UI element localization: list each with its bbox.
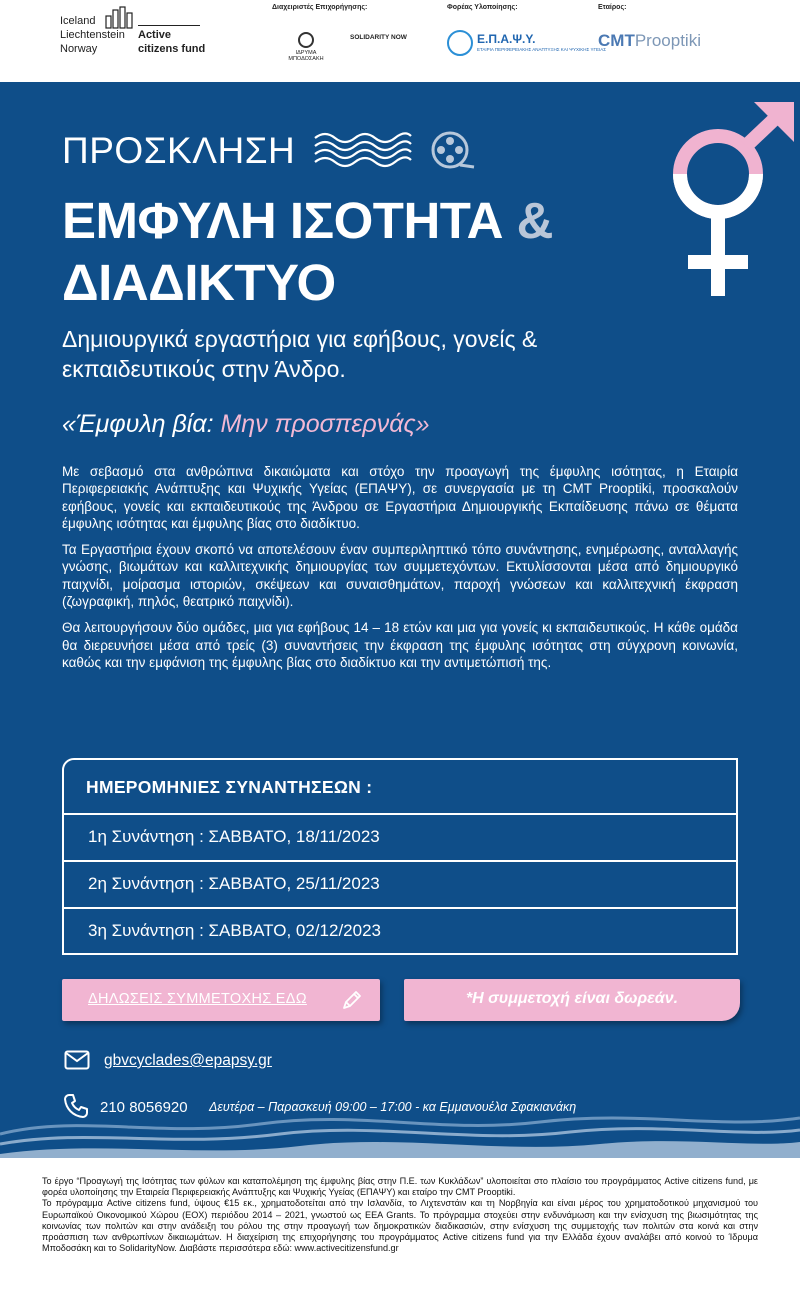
donor-iceland: Iceland	[60, 15, 96, 27]
bodossakis-emblem-icon	[298, 32, 314, 48]
free-participation-text: *Η συμμετοχή είναι δωρεάν.	[465, 990, 679, 1007]
cmt-rest: Prooptiki	[634, 31, 701, 50]
active-citizens-fund-logo	[138, 28, 205, 56]
mail-icon	[64, 1050, 90, 1070]
meeting-date-2: 2η Συνάντηση : ΣΑΒΒΑΤΟ, 25/11/2023	[88, 874, 380, 893]
meeting-date-row	[64, 860, 736, 907]
solidarity-now-logo: SOLIDARITY NOW	[350, 34, 407, 41]
free-participation-note	[404, 979, 740, 1021]
contact-hours: Δευτέρα – Παρασκευή 09:00 – 17:00 - κα Εμμανουέλα Σφακιανάκη	[209, 1100, 577, 1114]
donor-countries	[60, 14, 125, 56]
contact-phone[interactable]: 210 8056920	[100, 1099, 188, 1116]
campaign-quote	[62, 410, 430, 439]
title-ampersand: &	[516, 192, 553, 249]
invitation-kicker: ΠΡΟΣΚΛΗΣΗ	[62, 130, 296, 171]
description-paragraph-3: Θα λειτουργήσουν δύο ομάδες, μια για εφήβους 14 – 18 ετών και μια για γονείς κι εκπαιδευτικούς. Η κάθε ομάδα θα διερευνήσει μέσα από τρείς (3) συναντήσεις την έκφραση της έμφυλης ισότητας στη σύγχρονη κοινωνία, καθώς και την εμφάνιση της έμφυλης βίας στο διαδίκτυο και την αντιμετώπισή της.	[62, 620, 738, 670]
partner-logos-bar	[0, 0, 800, 82]
label-implementing-body: Φορέας Υλοποίησης:	[447, 4, 518, 11]
epapsy-name: Ε.Π.Α.Ψ.Υ.	[477, 32, 536, 46]
acf-word-1: Active	[138, 29, 172, 41]
footer-paragraph-1: Το έργο “Προαγωγή της Ισότητας των φύλων και καταπολέμηση της έμφυλης βίας στην Π.Ε. των Κυκλάδων” υλοποιείται στο πλαίσιο του προγράμματος Active citizens fund, με φορέα υλοποίησης την Εταιρεία Περιφερειακής Ανάπτυξης και Ψυχικής Υγείας (ΕΠΑΨΥ) και εταίρο την CMT Prooptiki.	[42, 1176, 758, 1198]
footer-paragraph-2: Το πρόγραμμα Active citizens fund, ύψους €15 εκ., χρηματοδοτείται από την Ισλανδία, το Λιχτενστάιν και τη Νορβηγία και είναι μέρος του χρηματοδοτικού μηχανισμού του Ευρωπαϊκού Οικονομικού Χώρου (ΕΟΧ) περιόδου 2014 – 2021, γνωστού ως EEA Grants. Το πρόγραμμα στοχεύει στην ενδυνάμωση και την ενίσχυση της βιωσιμότητας της κοινωνίας των πολιτών και στην ανάδειξη του ρόλου της στην προαγωγή των δημοκρατικών διαδικασιών, στην ενίσχυση της συμμετοχής των πολιτών στα κοινά και στην προάσπιση των ανθρωπίνων δικαιωμάτων. Η διαχείριση της επιχορήγησης του προγράμματος Active citizens fund για την Ελλάδα έχουν αναλάβει από κοινού το Ίδρυμα Μποδοσάκη και το SolidarityNow. Διαβάστε περισσότερα εδώ: www.activecitizensfund.gr	[42, 1198, 758, 1254]
description-text	[62, 463, 738, 680]
contact-email-link[interactable]: gbvcyclades@epapsy.gr	[104, 1052, 272, 1069]
cmt-bold: CMT	[598, 31, 635, 50]
register-button[interactable]	[62, 979, 380, 1021]
meeting-date-1: 1η Συνάντηση : ΣΑΒΒΑΤΟ, 18/11/2023	[88, 827, 380, 846]
title-line-2: ΔΙΑΔΙΚΤΥΟ	[62, 254, 336, 311]
quote-highlight: Μην προσπερνάς»	[220, 410, 430, 438]
logo-divider	[138, 25, 200, 26]
register-button-label[interactable]: ΔΗΛΩΣΕΙΣ ΣΥΜΜΕΤΟΧΗΣ ΕΔΩ	[88, 991, 307, 1007]
acf-word-2: citizens fund	[138, 43, 206, 55]
funding-footer	[0, 1158, 800, 1294]
cmt-prooptiki-logo	[598, 31, 701, 51]
donor-liechtenstein: Liechtenstein	[60, 29, 125, 41]
meeting-date-3: 3η Συνάντηση : ΣΑΒΒΑΤΟ, 02/12/2023	[88, 921, 381, 940]
meeting-dates-box	[62, 758, 738, 955]
footer-text	[42, 1176, 758, 1254]
meeting-date-row	[64, 813, 736, 860]
bodossakis-text: ΙΔΡΥΜΑ ΜΠΟΔΟΣΑΚΗ	[288, 50, 324, 62]
main-title	[62, 190, 553, 314]
main-content	[0, 82, 800, 1158]
quote-prefix: «Έμφυλη βία:	[62, 410, 221, 438]
meeting-date-row	[64, 907, 736, 954]
decorative-waves-icon	[0, 1104, 800, 1158]
subtitle: Δημιουργικά εργαστήρια για εφήβους, γονείς & εκπαιδευτικούς στην Άνδρο.	[62, 326, 538, 382]
meeting-dates-title: ΗΜΕΡΟΜΗΝΙΕΣ ΣΥΝΑΝΤΗΣΕΩΝ :	[86, 777, 373, 797]
film-reel-icon	[430, 128, 478, 172]
description-paragraph-1: Με σεβασμό στα ανθρώπινα δικαιώματα και στόχο την προαγωγή της έμφυλης ισότητας, η Εταιρία Περιφερειακής Ανάπτυξης και Ψυχικής Υγείας (ΕΠΑΨΥ), σε συνεργασία με τη CMT Prooptiki, προσκαλούν εφήβους, γονείς και εκπαιδευτικούς της Άνδρου σε Εργαστήρια Δημιουργικής Εκπαίδευσης πάνω σε θέματα έμφυλης ισότητας και έμφυλης βίας στο διαδίκτυο.	[62, 464, 738, 531]
pencil-icon	[340, 988, 364, 1012]
title-line-1	[62, 190, 553, 252]
gender-symbol-icon	[666, 102, 796, 302]
title-text-1: ΕΜΦΥΛΗ ΙΣΟΤΗΤΑ	[62, 192, 503, 249]
epapsy-subtitle: ΕΤΑΙΡΙΑ ΠΕΡΙΦΕΡΕΙΑΚΗΣ ΑΝΑΠΤΥΞΗΣ ΚΑΙ ΨΥΧΙΚΗΣ ΥΓΕΙΑΣ	[477, 47, 606, 52]
waves-icon	[313, 128, 413, 168]
epapsy-head-icon	[447, 30, 473, 56]
label-partner: Εταίρος:	[598, 4, 627, 11]
label-grant-managers: Διαχειριστές Επιχορήγησης:	[272, 4, 368, 11]
bodossakis-logo	[283, 32, 329, 62]
description-paragraph-2: Τα Εργαστήρια έχουν σκοπό να αποτελέσουν έναν συμπεριληπτικό τόπο συνάντησης, ενημέρωσης, ανταλλαγής γνώσης, βιωμάτων και καλλιτεχνικής δημιουργίας των συμμετεχόντων. Εκτυλίσσονται μέσα από δημιουργικό παιχνίδι, μοίρασμα ιστοριών, σκέψεων και συναισθημάτων, παροχή γνώσεων και καλλιτεχνική έκφραση (ζωγραφική, πηλός, θεατρικό παιχνίδι).	[62, 542, 738, 610]
donor-norway: Norway	[60, 43, 98, 55]
